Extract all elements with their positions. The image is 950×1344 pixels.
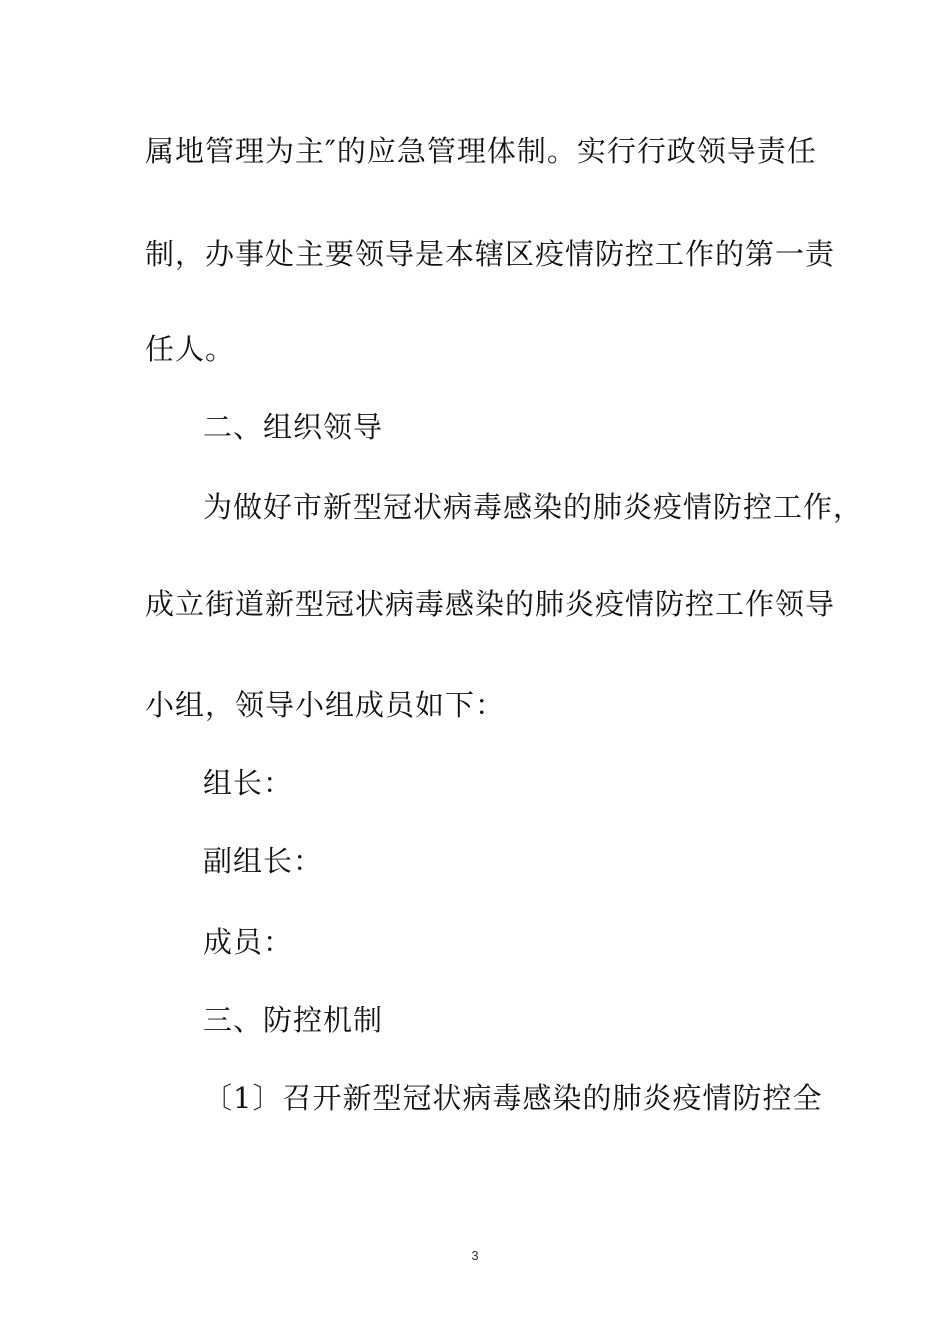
page-number: 3 [471,1248,479,1263]
body-text-line: 成立街道新型冠状病毒感染的肺炎疫情防控工作领导 [145,587,836,621]
body-text-line: 〔1〕召开新型冠状病毒感染的肺炎疫情防控全 [203,1081,823,1115]
member-role-deputy: 副组长： [203,844,324,878]
body-text-line: 为做好市新型冠状病毒感染的肺炎疫情防控工作， [203,490,864,524]
member-role-leader: 组长： [203,766,294,800]
body-text-line: 属地管理为主″的应急管理体制。实行行政领导责任 [145,134,817,168]
member-role-members: 成员： [203,925,294,959]
body-text-line: 制，办事处主要领导是本辖区疫情防控工作的第一责 [145,237,836,271]
section-heading: 三、防控机制 [203,1003,384,1037]
body-text-line: 任人。 [145,332,236,366]
section-heading: 二、组织领导 [203,410,384,444]
body-text-line: 小组，领导小组成员如下： [145,688,506,722]
